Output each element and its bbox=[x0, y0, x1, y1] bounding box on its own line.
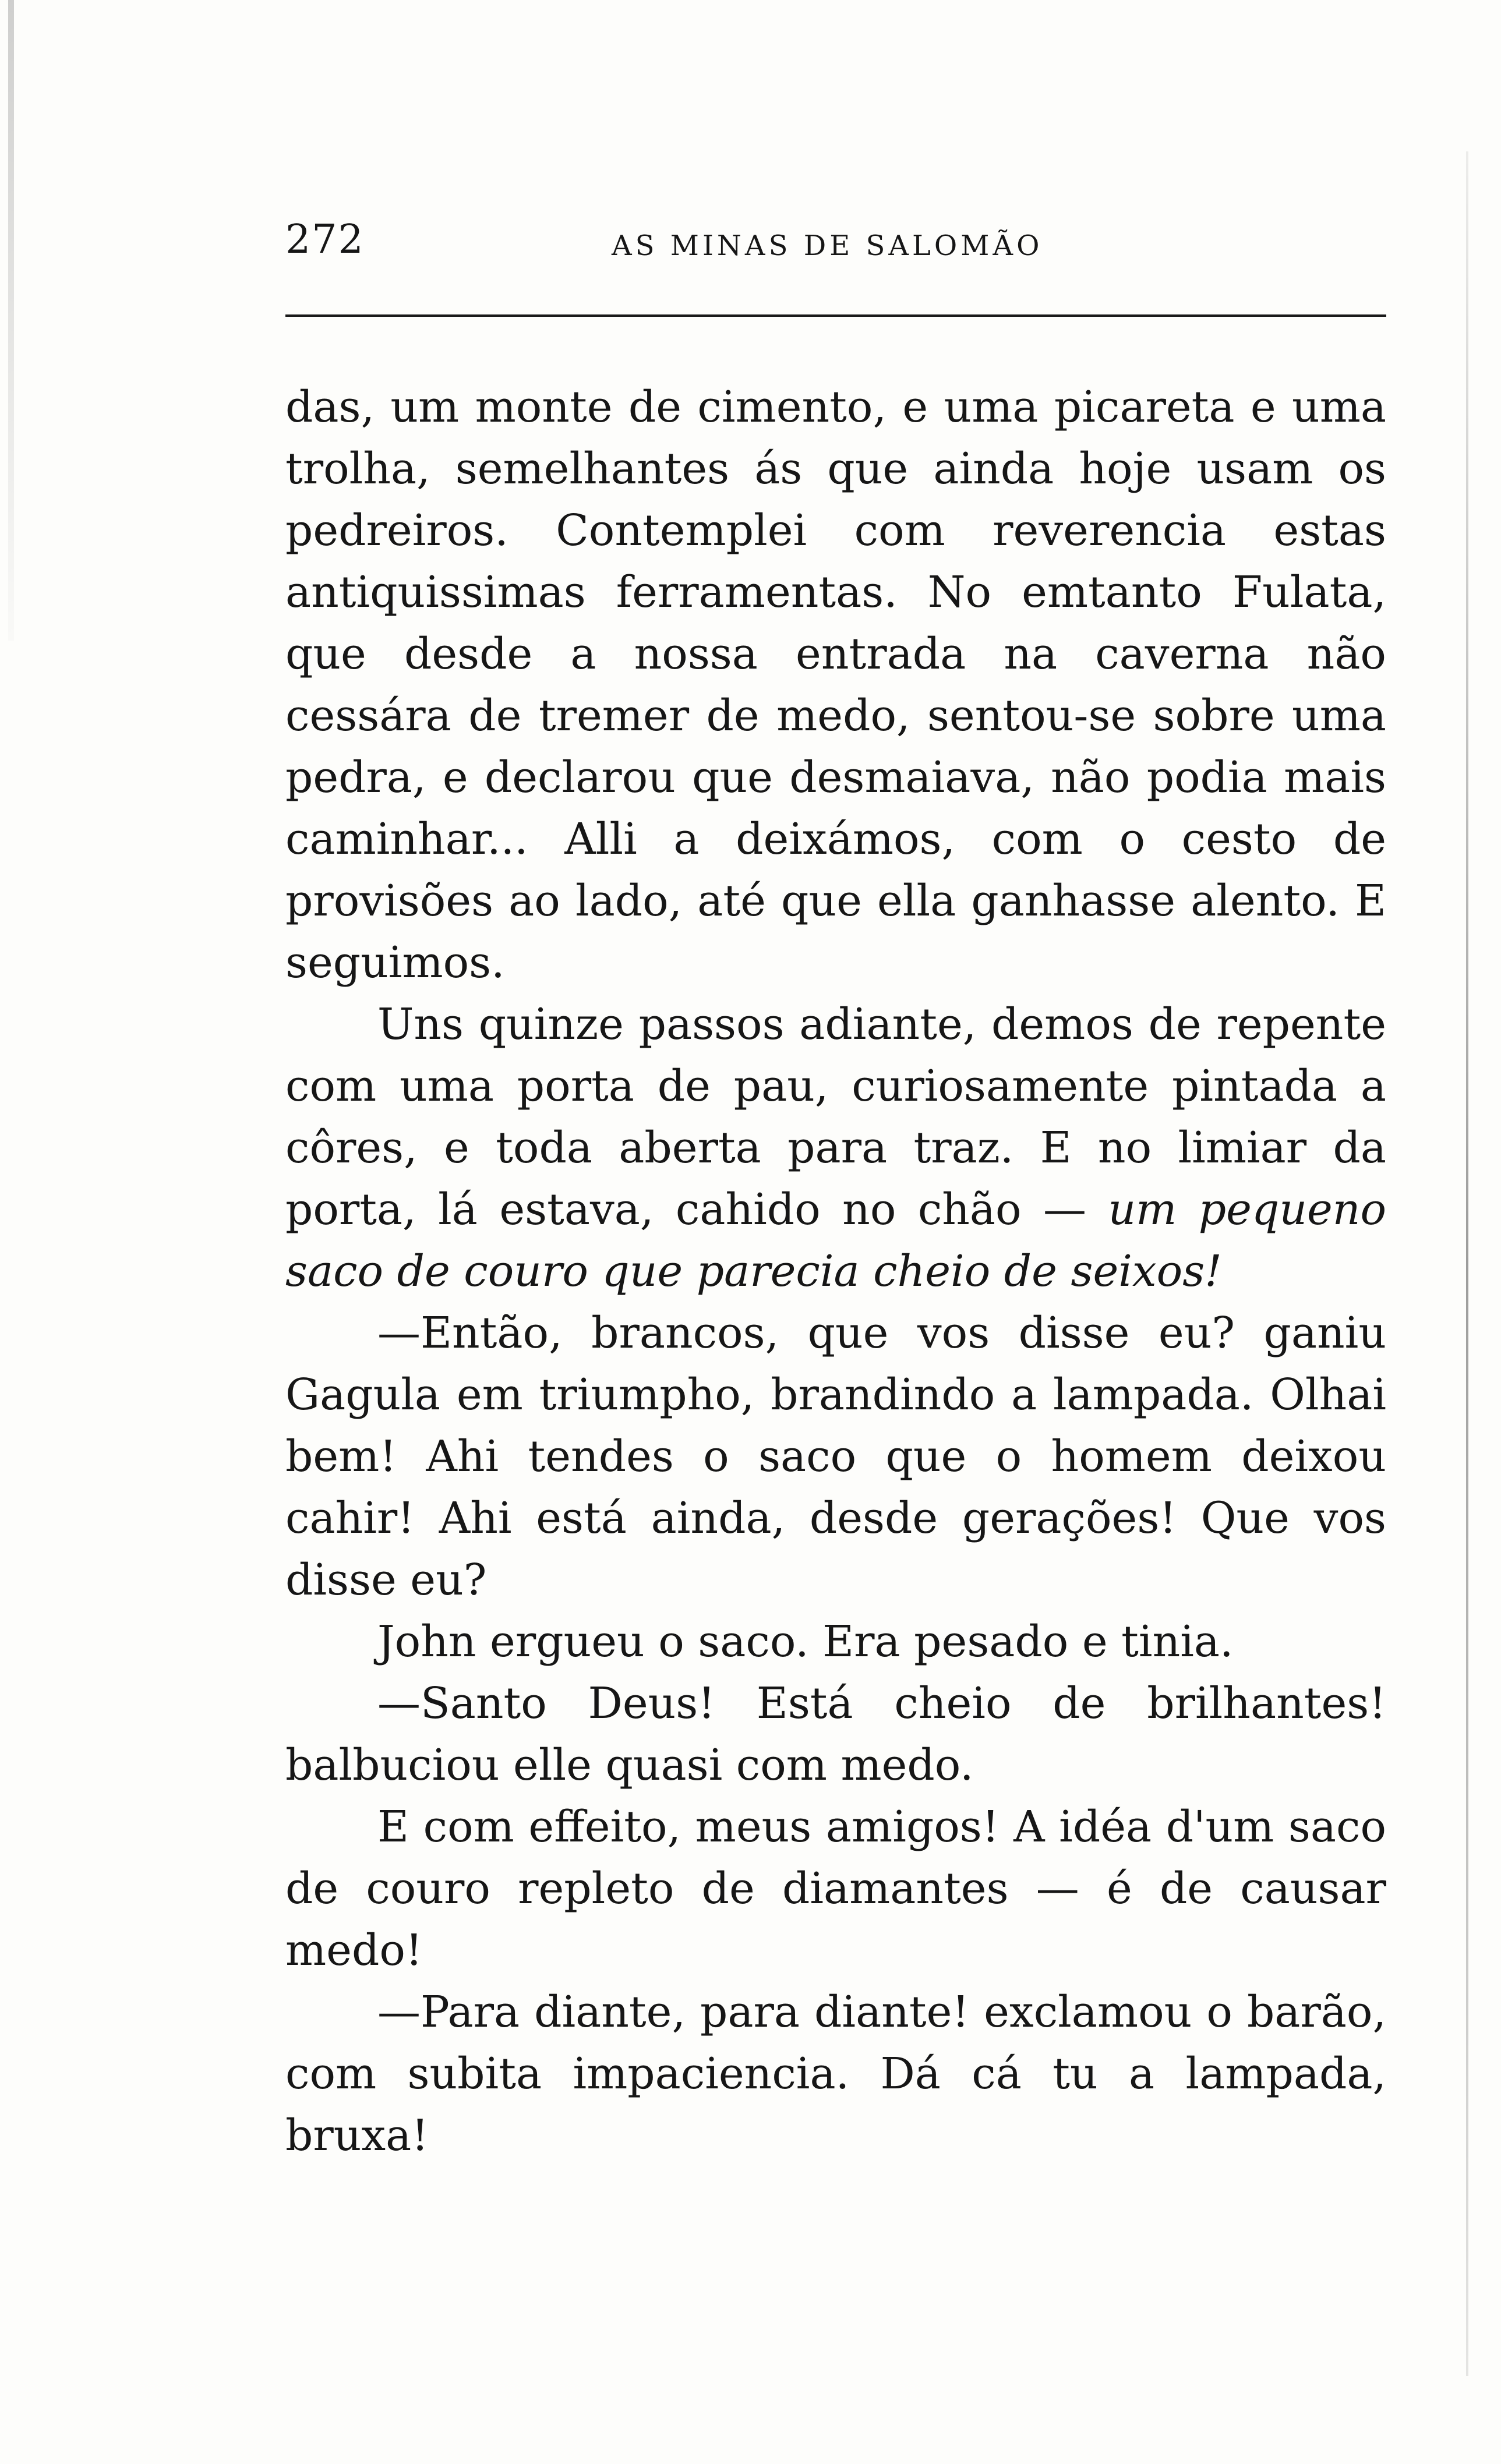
page-number: 272 bbox=[285, 217, 365, 263]
running-title: AS MINAS DE SALOMÃO bbox=[612, 229, 1043, 262]
paragraph-2-italic: um pequeno saco de couro que parecia cheio de seixos! bbox=[285, 1185, 1386, 1296]
paragraph-6: E com effeito, meus amigos! A idéa d'um saco de couro repleto de diamantes — é de causar medo! bbox=[285, 1802, 1386, 1975]
paragraph-1: das, um monte de cimento, e uma picareta e uma trolha, semelhantes ás que ainda hoje usam os pedreiros. Contemplei com reverencia estas antiquissimas ferramentas. No emtanto Fulata, que desde a nossa entrada na caverna não cessára de tremer de medo, sentou-se sobre uma pedra, e declarou que desmaiava, não podia mais caminhar... Alli a deixámos, com o cesto de provisões ao lado, até que ella ganhasse alento. E seguimos. bbox=[285, 382, 1386, 988]
page-header bbox=[285, 217, 1386, 275]
paragraph-2 bbox=[285, 994, 1386, 1302]
paragraph-7: —Para diante, para diante! exclamou o barão, com subita impaciencia. Dá cá tu a lampada, bruxa! bbox=[285, 1987, 1386, 2161]
paragraph-3: —Então, brancos, que vos disse eu? ganiu Gagula em triumpho, brandindo a lampada. Olhai bem! Ahi tendes o saco que o homem deixou cahir! Ahi está ainda, desde gerações! Que vos disse eu? bbox=[285, 1308, 1386, 1605]
page-edge-shadow-left bbox=[8, 0, 14, 641]
paragraph-4: John ergueu o saco. Era pesado e tinia. bbox=[377, 1617, 1234, 1667]
header-rule bbox=[285, 314, 1386, 317]
paragraph-2-text: Uns quinze passos adiante, demos de repente com uma porta de pau, curiosamente pintada a côres, e toda aberta para traz. E no limiar da porta, lá estava, cahido no chão — bbox=[285, 999, 1386, 1235]
paragraph-5: —Santo Deus! Está cheio de brilhantes! balbuciou elle quasi com medo. bbox=[285, 1678, 1386, 1790]
body-text bbox=[285, 376, 1386, 2166]
page-edge-shadow-right bbox=[1466, 151, 1468, 2376]
